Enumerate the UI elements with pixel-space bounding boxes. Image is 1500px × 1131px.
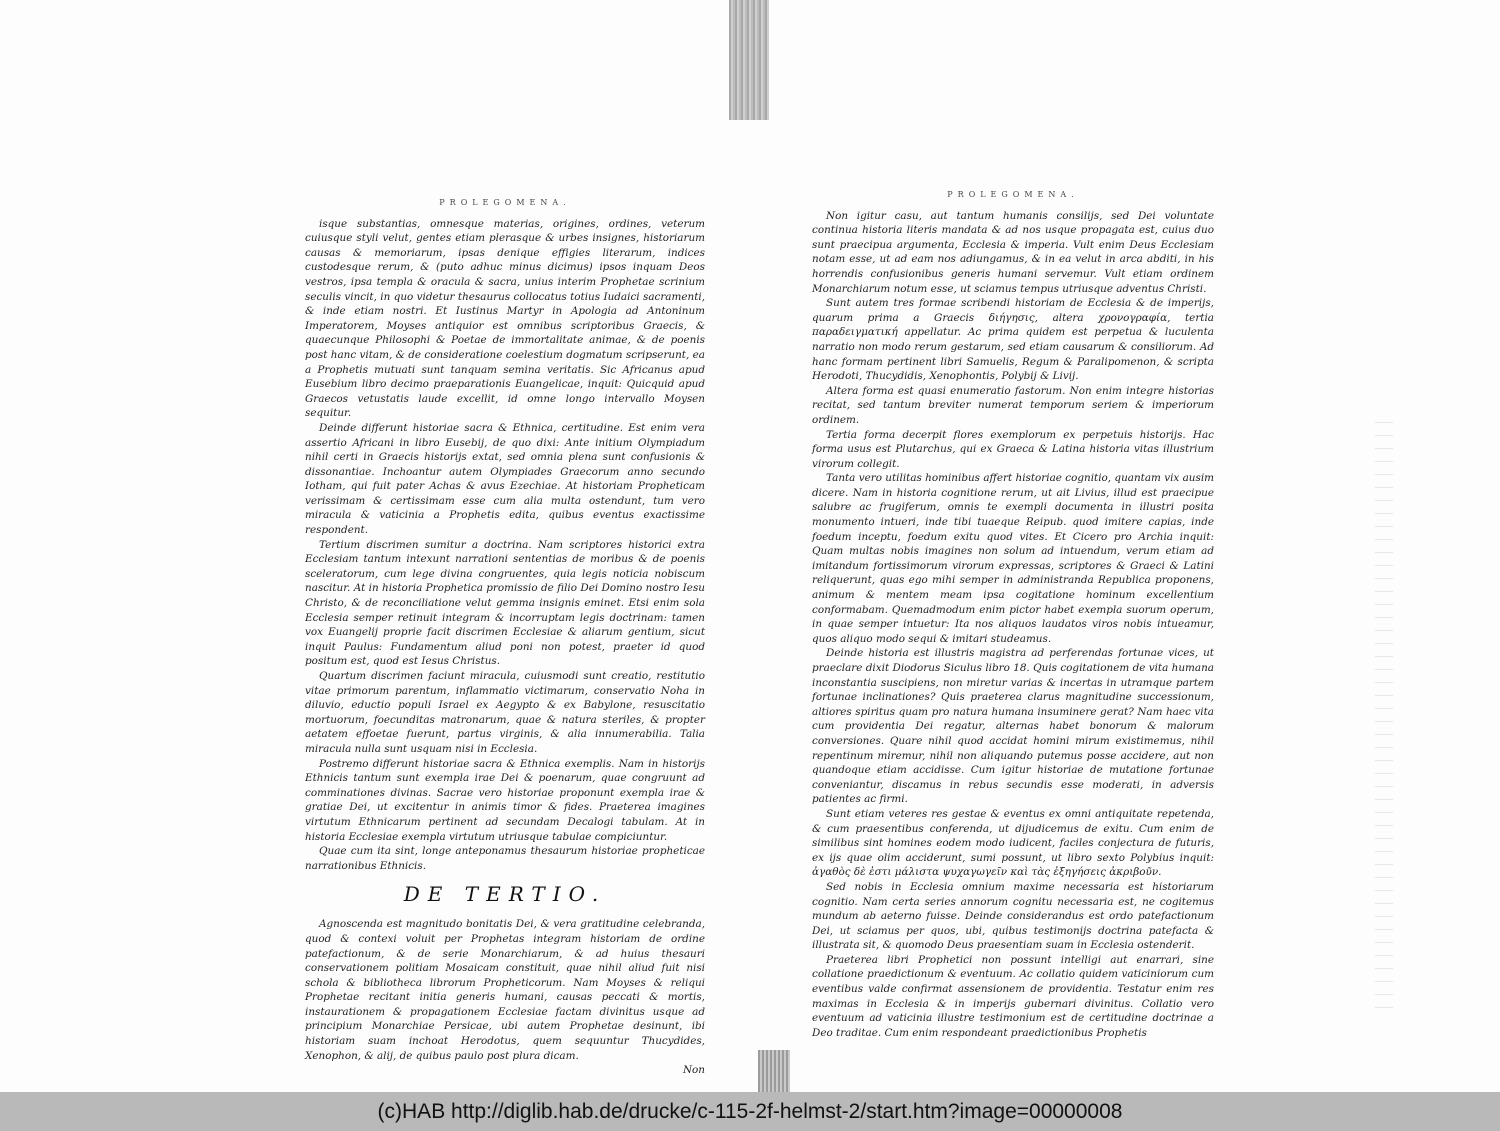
page-edge: [1375, 420, 1393, 1020]
section-heading: DE TERTIO.: [403, 882, 607, 907]
left-page: [305, 196, 705, 1077]
catchword: Non: [682, 1064, 705, 1077]
copyright-url-text: (c)HAB http://diglib.hab.de/drucke/c-115-2f-helmst-2/start.htm?image=00000008: [377, 1099, 1123, 1123]
right-paragraph-1: Non igitur casu, aut tantum humanis consilijs, sed Dei voluntate continua historia literis mandata & ad nos usque propagata est, cuius duo sunt praecipua argumenta, Ecclesia & imperia. Vult enim Deus Ecclesiam notam esse, ut ad eam nos adiungamus, & in ea velut in arca abditi, in his horrendis confusionibus generis humani servemur. Vult etiam ordinem Monarchiarum notum esse, ut sciamus tempus utriusque adventus Christi.: [812, 209, 1214, 295]
right-paragraph-4: Tertia forma decerpit flores exemplorum ex perpetuis historijs. Hac forma usus est Plutarchus, qui ex Graeca & Latina historia vitas illustrium virorum collegit.: [812, 428, 1214, 470]
right-paragraph-9: Praeterea libri Prophetici non possunt intelligi aut enarrari, sine collatione praedictionum & eventuum. Ac collatio quidem vaticiniorum cum eventibus valde confirmat assensionem de providentia. Testatur enim res maximas in Ecclesia & in imperijs gubernari divinitus. Collatio vero eventuum ad vaticinia illustre testimonium est de certitudine doctrinae a Deo traditae. Cum enim respondeant praedictionibus Prophetis: [812, 953, 1214, 1039]
left-paragraph-5: Postremo differunt historiae sacra & Ethnica exemplis. Nam in historijs Ethnicis tantum sunt exempla irae Dei & poenarum, quae congruunt ad comminationes divinas. Sacrae vero historiae proponunt exempla irae & gratiae Dei, ut excitentur in animis timor & fides. Praeterea imagines virtutum Ethnicarum pertinent ad secundam Decalogi tabulam. At in historia Ecclesiae exempla virtutum utriusque tabulae compiciuntur.: [305, 757, 705, 843]
left-paragraph-6: Quae cum ita sint, longe anteponamus thesaurum historiae propheticae narrationibus Ethnicis.: [305, 845, 705, 872]
right-paragraph-3: Altera forma est quasi enumeratio fastorum. Non enim integre historias recitat, sed tantum breviter numerat temporum seriem & imperiorum ordinem.: [812, 384, 1214, 426]
left-paragraph-3: Tertium discrimen sumitur a doctrina. Nam scriptores historici extra Ecclesiam tantum intexunt narrationi sententias de moribus & de poenis sceleratorum, cum lege divina congruentes, quia legis noticia nobiscum nascitur. At in historia Prophetica promissio de filio Dei Domino nostro Iesu Christo, & de reconciliatione velut gemma insignis eminet. Etsi enim sola Ecclesia semper retinuit integram & incorruptam legis doctrinam: tamen vox Euangelij proprie facit discrimen Ecclesiae & aliarum gentium, sicut inquit Paulus: Fundamentum aliud poni non potest, praeter id quod positum est, quod est Iesus Christus.: [305, 538, 705, 668]
right-paragraph-2: Sunt autem tres formae scribendi historiam de Ecclesia & de imperijs, quarum prima a Graecis διήγησις, altera χρονογραφία, tertia παραδειγματική appellatur. Ac prima quidem est perpetua & luculenta narratio non modo rerum gestarum, sed etiam causarum & consiliorum. Ad hanc formam pertinent libri Samuelis, Regum & Paralipomenon, & scripta Herodoti, Thucydidis, Xenophontis, Polybij & Livij.: [812, 297, 1214, 383]
left-paragraph-1: isque substantias, omnesque materias, origines, ordines, veterum cuiusque styli velut, gentes etiam plerasque & urbes insignes, historiarum causas & memoriarum, ipsas denique effigies literarum, indices custodesque rerum, & (puto adhuc minus dicimus) ipsos inquam Deos vestros, ipsa templa & oracula & sacra, unius interim Prophetae scrinium seculis vincit, in quo videtur thesaurus collocatus totius Iudaici sacramenti, & inde etiam nostri. Et Iustinus Martyr in Apologia ad Antoninum Imperatorem, Moyses antiquior est omnibus scriptoribus Graecis, & quaecunque Philosophi & Poetae de immortalitate animae, & de poenis post hanc vitam, & de consideratione coelestium dogmatum scripserunt, ea a Prophetis mutuati sunt tanquam semina veritatis. Sic Africanus apud Eusebium libro decimo praeparationis Euangelicae, inquit: Quicquid apud Graecos vetustatis laude excellit, id omne longo intervallo Moysen sequitur.: [305, 217, 705, 420]
section-paragraph-1: Agnoscenda est magnitudo bonitatis Dei, & vera gratitudine celebranda, quod & contexi voluit per Prophetas integram historiam de ordine patefactionum, & de serie Monarchiarum, & ad huius thesauri conservationem politiam Mosaicam constituit, quae nihil aliud fuit nisi schola & bibliotheca librorum Propheticorum. Nam Moyses & reliqui Prophetae recitant initia generis humani, causas peccati & mortis, instaurationem & propagationem Ecclesiae factam divinitus usque ad principium Monarchiae Persicae, ubi autem Prophetae desinunt, ibi historiam suam inchoat Herodotus, quem sequuntur Thucydides, Xenophon, & alij, de quibus paulo post plura dicam.: [305, 918, 705, 1062]
right-paragraph-5: Tanta vero utilitas hominibus affert historiae cognitio, quantam vix ausim dicere. Nam in historia cognitione rerum, ut ait Livius, illud est praecipue salubre ac frugiferum, omnis te exempli documenta in illustri posita monumento intueri, inde tibi tuaeque Reipub. quod imitere capias, inde foedum inceptu, foedum exitu quod vites. Et Cicero pro Archia inquit: Quam multas nobis imagines non solum ad intuendum, verum etiam ad imitandum fortissimorum virorum expressas, scriptores & Graeci & Latini reliquerunt, quas ego mihi semper in administranda Republica proponens, animum & mentem meam ipsa cogitatione hominum excellentium conformabam. Quemadmodum enim pictor habet exempla suorum operum, in quae semper intuetur: Ita nos aliquos laudatos viros nobis intueamur, quos aliquo modo sequi & imitari studeamus.: [812, 472, 1214, 645]
left-paragraph-2: Deinde differunt historiae sacra & Ethnica, certitudine. Est enim vera assertio Africani in libro Eusebij, de quo dixi: Ante initium Olympiadum nihil certi in Graecis historijs extat, sed omnia plena sunt confusionis & dissonantiae. Inchoantur autem Olympiades Graecorum anno secundo Iotham, qui fuit pater Achas & avus Ezechiae. At historiam Propheticam verissimam & certissimam esse cum alia multa ostendunt, tum vero miracula & vaticinia a Prophetis edita, quibus eventus exactissime respondent.: [305, 421, 705, 537]
gutter-shadow-top: [729, 0, 769, 120]
gutter-shadow-bottom: [758, 1050, 790, 1092]
right-page: [812, 188, 1214, 1039]
right-paragraph-7: Sunt etiam veteres res gestae & eventus ex omni antiquitate repetenda, & cum praesentibus conferenda, ut dijudicemus de exitu. Cum enim de similibus sint homines eodem modo iudicent, faciles conjectura de futuris, ex ijs quae olim acciderunt, sumi possunt, ut libro sexto Polybius inquit: ἀγαθὸς δὲ ἐστι μάλιστα ψυχαγωγεῖν καὶ τὰς ἐξηγήσεις ἀκριβοῦν.: [812, 807, 1214, 879]
right-running-head: PROLEGOMENA.: [947, 190, 1079, 199]
left-paragraph-4: Quartum discrimen faciunt miracula, cuiusmodi sunt creatio, restitutio vitae primorum parentum, inflammatio victimarum, conservatio Noha in diluvio, eductio populi Israel ex Aegypto & ex Babylone, resuscitatio mortuorum, foecunditas matronarum, quae & natura steriles, & propter aetatem effoetae fuerunt, partus virginis, & alia innumerabilia. Talia miracula nulla sunt usquam nisi in Ecclesia.: [305, 670, 705, 755]
copyright-footer: [0, 1092, 1500, 1131]
right-paragraph-8: Sed nobis in Ecclesia omnium maxime necessaria est historiarum cognitio. Nam certa series annorum cognitu necessaria est, ne cogitemus mundum ab aeterno fuisse. Deinde considerandus est ordo patefactionum Dei, ut sciamus per quos, ubi, quibus testimonijs doctrina patefacta & illustrata sit, & quomodo Deus praesentiam suam in Ecclesia ostenderit.: [812, 880, 1214, 952]
left-running-head: PROLEGOMENA.: [439, 198, 571, 207]
right-paragraph-6: Deinde historia est illustris magistra ad perferendas fortunae vices, ut praeclare dixit Diodorus Siculus libro 18. Quis cogitationem de vita humana inconstantia suscipiens, non miretur varias & incertas in utramque partem fortunae inclinationes? Quis praeterea clarus magnitudine successionum, altiores spiritus quam pro natura humana insuminere gerat? Nam haec vita cum providentia Dei regatur, alternas habet bonorum & malorum conversiones. Quare nihil quod accidat homini mirum existimemus, nihil repentinum miremur, nihil non aliquando putemus posse accidere, aut non quandoque etiam accidisse. Cum igitur historiae de mutatione fortunae conveniantur, discamus in rebus secundis esse moderati, in adversis patientes ac firmi.: [812, 647, 1214, 806]
